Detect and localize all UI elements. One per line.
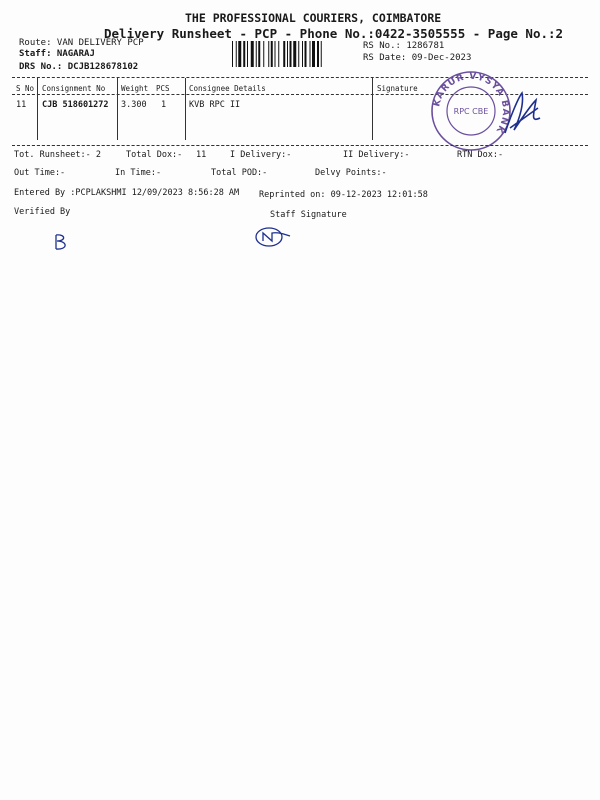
- barcode-bar: [293, 41, 296, 67]
- barcode-bar: [232, 41, 233, 67]
- barcode-bar: [321, 41, 322, 67]
- barcode-bar: [251, 41, 254, 67]
- barcode-bar: [275, 41, 276, 67]
- runsheet-title: Delivery Runsheet - PCP - Phone No.:0422-3505555 - Page No.:2: [104, 26, 564, 41]
- svg-text:RPC CBE: RPC CBE: [453, 107, 489, 116]
- row-sno: 11: [16, 100, 27, 110]
- company-name: THE PROFESSIONAL COURIERS, COIMBATORE: [185, 11, 442, 25]
- rtn-dox: RTN Dox:-: [457, 150, 504, 160]
- header-consignment: Consignment No: [42, 84, 106, 93]
- handwritten-initial-n: [252, 226, 292, 248]
- ii-delivery: II Delivery:-: [343, 150, 410, 160]
- barcode-bar: [247, 41, 248, 67]
- drs-number: DRS No.: DCJB128678102: [19, 62, 139, 72]
- barcode-bar: [298, 41, 299, 67]
- barcode-bar: [271, 41, 273, 67]
- barcode: [232, 41, 354, 67]
- row-weight: 3.300: [121, 100, 147, 110]
- barcode-bar: [317, 41, 319, 67]
- in-time: In Time:-: [115, 168, 162, 178]
- barcode-bar: [290, 41, 292, 67]
- header-consignee: Consignee Details: [189, 84, 266, 93]
- handwritten-signature: [500, 88, 545, 138]
- barcode-bar: [263, 41, 264, 67]
- barcode-bar: [312, 41, 315, 67]
- total-dox: Total Dox:-: [126, 150, 183, 160]
- column-divider: [117, 78, 118, 140]
- rs-number: RS No.: 1286781: [363, 41, 445, 51]
- header-signature: Signature: [377, 84, 418, 93]
- staff-signature-label: Staff Signature: [270, 210, 347, 220]
- route-label: Route: VAN DELIVERY PCP: [19, 38, 144, 48]
- column-divider: [372, 78, 373, 140]
- handwritten-initial-b: [52, 232, 72, 252]
- header-weight: Weight: [121, 84, 149, 93]
- row-consignment: CJB 518601272: [42, 100, 109, 110]
- column-divider: [185, 78, 186, 140]
- barcode-bar: [256, 41, 257, 67]
- barcode-bar: [310, 41, 311, 67]
- barcode-bar: [243, 41, 245, 67]
- barcode-bar: [287, 41, 288, 67]
- svg-text:KARUR VYSYA BANK: KARUR VYSYA BANK: [432, 71, 511, 136]
- rs-date: RS Date: 09-Dec-2023: [363, 53, 472, 63]
- i-delivery: I Delivery:-: [230, 150, 292, 160]
- out-time: Out Time:-: [14, 168, 66, 178]
- barcode-bar: [236, 41, 237, 67]
- entered-by: Entered By :PCPLAKSHMI 12/09/2023 8:56:28 AM: [14, 188, 240, 198]
- tot-runsheet: Tot. Runsheet:- 2: [14, 150, 101, 160]
- delvy-points: Delvy Points:-: [315, 168, 387, 178]
- barcode-bar: [258, 41, 260, 67]
- barcode-bar: [302, 41, 303, 67]
- header-sno: S No: [16, 84, 35, 93]
- header-pcs: PCS: [156, 84, 170, 93]
- row-consignee: KVB RPC II: [189, 100, 241, 110]
- barcode-bar: [238, 41, 241, 67]
- total-pod: Total POD:-: [211, 168, 268, 178]
- barcode-bar: [278, 41, 279, 67]
- barcode-bar: [305, 41, 307, 67]
- reprinted-on: Reprinted on: 09-12-2023 12:01:58: [259, 190, 428, 200]
- row-pcs: 1: [161, 100, 167, 110]
- verified-by: Verified By: [14, 207, 71, 217]
- barcode-bar: [283, 41, 285, 67]
- total-dox-value: 11: [196, 150, 207, 160]
- barcode-bar: [268, 41, 269, 67]
- staff-label: Staff: NAGARAJ: [19, 49, 95, 59]
- totals-rule: [12, 145, 588, 146]
- column-divider: [37, 78, 38, 140]
